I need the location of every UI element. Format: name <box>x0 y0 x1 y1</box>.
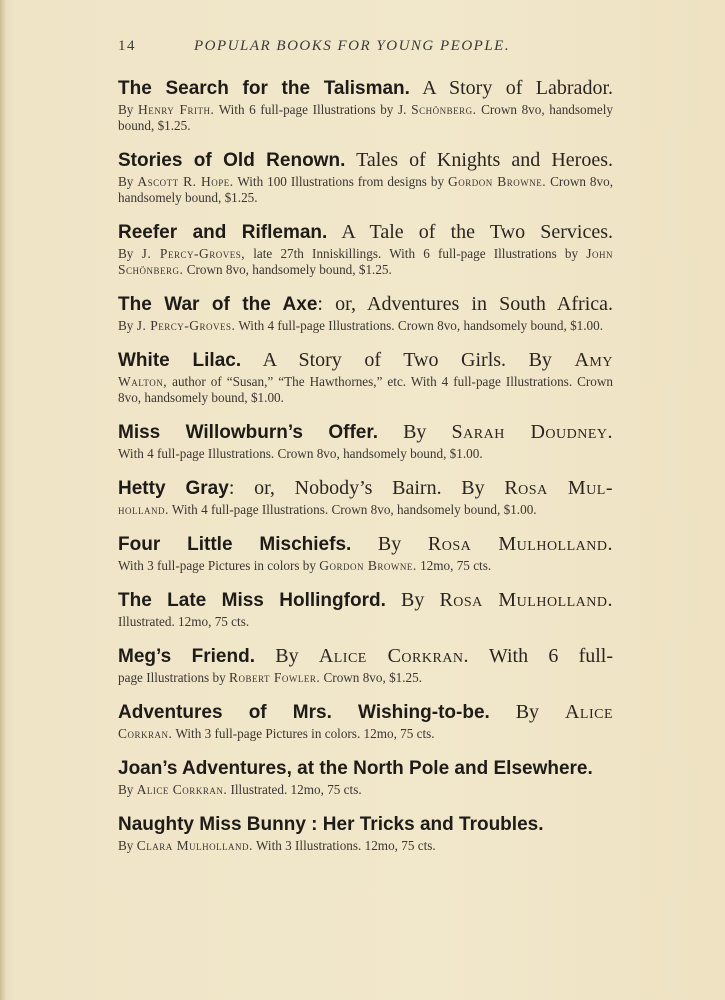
book-title: Stories of Old Renown. <box>118 150 346 171</box>
description-text: By <box>118 318 137 333</box>
book-description <box>118 670 613 686</box>
book-description <box>118 374 613 406</box>
description-text: author of “Susan,” “The Hawthornes,” etc. With 4 full-page Illustrations. Crown 8vo, handsomely bound, $1.00. <box>118 374 613 405</box>
book-subtitle: By <box>255 645 319 667</box>
book-title-line <box>118 700 613 725</box>
illustrator-name: Gordon Browne. <box>448 174 547 189</box>
author-name: J. Percy-Groves. <box>136 318 236 333</box>
book-description <box>118 102 613 134</box>
author-name: Alice Corkran. <box>136 782 228 797</box>
description-text: Crown 8vo, handsomely bound, $1.25. <box>118 102 613 133</box>
book-title: Naughty Miss Bunny : Her Tricks and Troubles. <box>118 814 544 835</box>
book-description <box>118 782 613 798</box>
book-author-name: Rosa Mulholland. <box>427 533 613 555</box>
book-author-name: Alice Corkran. <box>318 645 470 667</box>
description-text: Crown 8vo, handsomely bound, $1.25. <box>183 262 392 277</box>
book-subtitle: A Story of Labrador. <box>409 77 613 99</box>
book-title: White Lilac. <box>118 350 242 371</box>
description-text: With 4 full-page Illustrations. Crown 8vo, handsomely bound, $1.00. <box>235 318 604 333</box>
description-text: With 4 full-page Illustrations. Crown 8vo, handsomely bound, $1.00. <box>168 502 537 517</box>
book-subtitle: By <box>377 421 452 443</box>
book-title-continuation: With 6 full- <box>469 645 613 667</box>
book-entry <box>118 588 613 630</box>
book-title-line <box>118 148 613 173</box>
description-text: With 3 Illustrations. 12mo, 75 cts. <box>252 838 436 853</box>
book-subtitle: Tales of Knights and Heroes. <box>345 149 613 171</box>
book-title-line <box>118 812 613 837</box>
book-description <box>118 838 613 854</box>
author-name: J. Percy-Groves, <box>141 246 246 261</box>
description-text: Illustrated. 12mo, 75 cts. <box>118 614 250 629</box>
book-entry <box>118 76 613 134</box>
author-name: Ascott R. Hope. <box>137 174 234 189</box>
book-title-line <box>118 292 613 317</box>
description-text: By <box>118 246 142 261</box>
book-author-name: Rosa Mul- <box>504 477 613 499</box>
book-title-line <box>118 756 613 781</box>
author-name: Corkran. <box>118 726 173 741</box>
description-text: late 27th Inniskillings. With 6 full-page Illustrations by <box>245 246 587 261</box>
page-number: 14 <box>118 38 136 54</box>
description-text: With 100 Illustrations from designs by <box>233 174 448 189</box>
book-entry <box>118 756 613 798</box>
description-text: Crown 8vo, handsomely bound, $1.25. <box>118 174 614 205</box>
book-entry <box>118 812 613 854</box>
book-author-name: Sarah Doudney. <box>451 421 613 443</box>
description-text: With 3 full-page Pictures in colors. 12mo, 75 cts. <box>172 726 435 741</box>
book-title: Miss Willowburn’s Offer. <box>118 422 378 443</box>
running-head-title: POPULAR BOOKS FOR YOUNG PEOPLE. <box>194 38 511 54</box>
description-text: page Illustrations by <box>118 670 229 685</box>
book-title: Meg’s Friend. <box>118 646 255 667</box>
book-description <box>118 558 613 574</box>
book-title-line <box>118 76 613 101</box>
book-title: Reefer and Rifleman. <box>118 222 328 243</box>
book-description <box>118 614 613 630</box>
book-description <box>118 726 613 742</box>
book-entry <box>118 476 613 518</box>
book-entry <box>118 220 613 278</box>
book-title: The Late Miss Hollingford. <box>118 590 386 611</box>
book-subtitle: : or, Adventures in South Africa. <box>317 293 614 315</box>
book-subtitle: A Story of Two Girls. By <box>241 349 575 371</box>
book-subtitle: By <box>385 589 440 611</box>
author-name: Henry Frith. <box>138 102 215 117</box>
book-description <box>118 174 613 206</box>
author-name: Clara Mulholland. <box>136 838 253 853</box>
book-author-name: Rosa Mulholland. <box>439 589 613 611</box>
book-title-line <box>118 476 613 501</box>
book-title-line <box>118 644 613 669</box>
description-text: 12mo, 75 cts. <box>416 558 492 573</box>
book-subtitle: By <box>489 701 565 723</box>
description-text: By <box>118 838 137 853</box>
book-subtitle: A Tale of the Two Services. <box>327 221 613 243</box>
description-text: By <box>118 102 139 117</box>
book-description <box>118 446 613 462</box>
book-list <box>118 76 613 868</box>
book-entry <box>118 292 613 334</box>
description-text: By <box>118 782 137 797</box>
illustrator-name: John Schönberg. <box>118 246 614 277</box>
book-title: Four Little Mischiefs. <box>118 534 352 555</box>
book-description <box>118 318 613 334</box>
book-title-line <box>118 220 613 245</box>
book-author-name: Alice <box>564 701 613 723</box>
author-name: Robert Fowler. <box>228 670 321 685</box>
book-entry <box>118 148 613 206</box>
book-title-line <box>118 348 613 373</box>
illustrator-name: Schönberg. <box>411 102 477 117</box>
book-subtitle: : or, Nobody’s Bairn. By <box>228 477 505 499</box>
author-name: holland. <box>118 502 169 517</box>
book-description <box>118 502 613 518</box>
description-text: With 3 full-page Pictures in colors by <box>118 558 320 573</box>
description-text: By <box>118 174 138 189</box>
book-entry <box>118 348 613 406</box>
description-text: With 6 full-page Illustrations by J. <box>214 102 412 117</box>
author-name: Gordon Browne. <box>319 558 417 573</box>
book-entry <box>118 700 613 742</box>
book-title: Joan’s Adventures, at the North Pole and Elsewhere. <box>118 758 593 779</box>
book-title-line <box>118 588 613 613</box>
book-title: The War of the Axe <box>118 294 318 315</box>
description-text: With 4 full-page Illustrations. Crown 8vo, handsomely bound, $1.00. <box>118 446 483 461</box>
author-name: Walton, <box>118 374 168 389</box>
book-title: Adventures of Mrs. Wishing-to-be. <box>118 702 490 723</box>
book-title-line <box>118 532 613 557</box>
book-entry <box>118 420 613 462</box>
description-text: Illustrated. 12mo, 75 cts. <box>227 782 362 797</box>
book-subtitle: By <box>351 533 428 555</box>
book-title-line <box>118 420 613 445</box>
book-description <box>118 246 613 278</box>
book-entry <box>118 644 613 686</box>
description-text: Crown 8vo, $1.25. <box>320 670 423 685</box>
book-title: Hetty Gray <box>118 478 229 499</box>
page-edge <box>0 0 6 1000</box>
book-entry <box>118 532 613 574</box>
book-title: The Search for the Talisman. <box>118 78 410 99</box>
book-author-name: Amy <box>574 349 613 371</box>
